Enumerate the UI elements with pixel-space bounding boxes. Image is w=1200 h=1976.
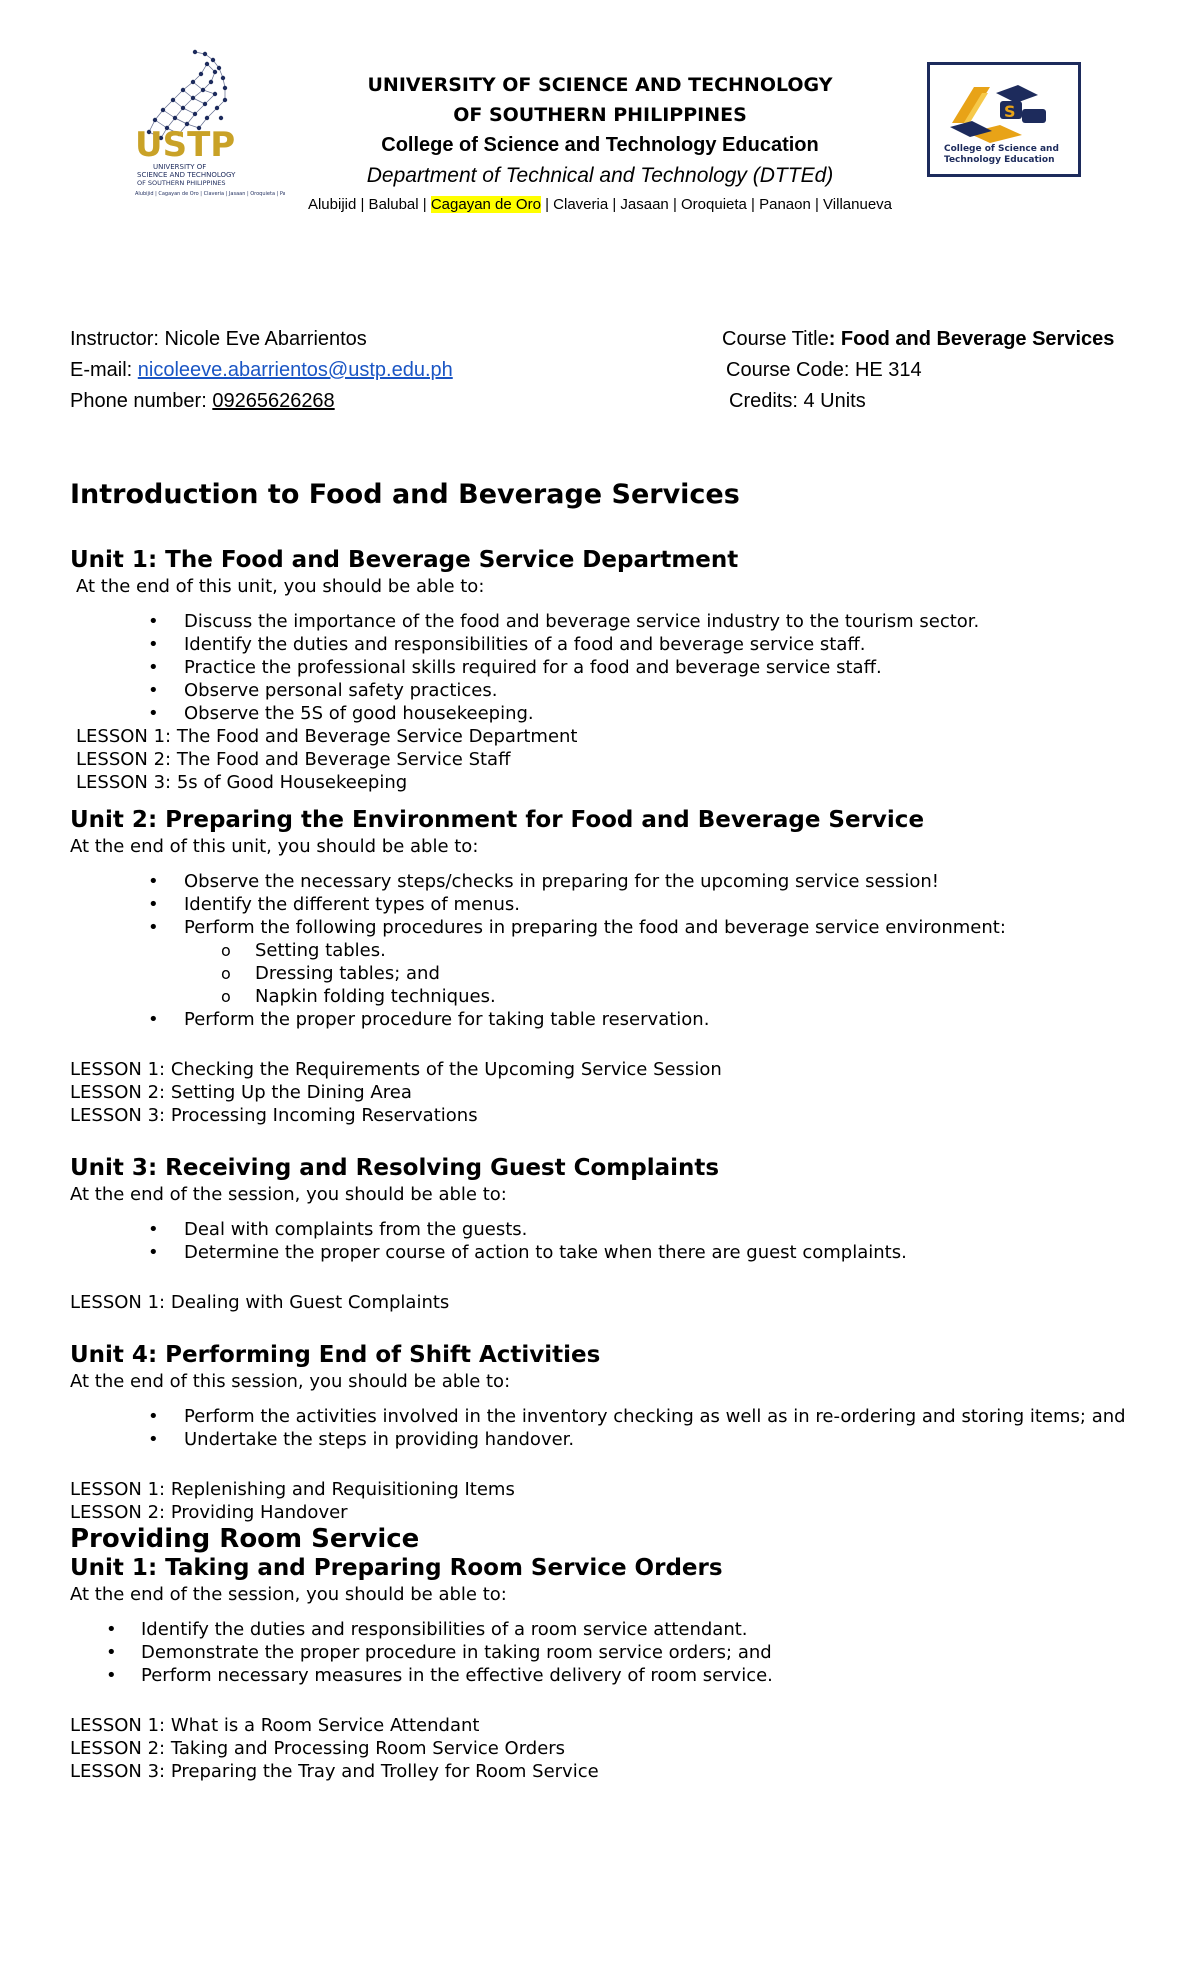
lesson-item: LESSON 2: Providing Handover	[70, 1502, 348, 1523]
svg-text:Technology Education: Technology Education	[944, 155, 1055, 165]
list-item: • Discuss the importance of the food and beverage service industry to the tourism sector.	[70, 610, 1130, 633]
svg-text:USTP: USTP	[135, 125, 236, 165]
email-row	[70, 355, 453, 386]
sub-objectives-list	[70, 939, 1130, 1008]
instructor-name: Nicole Eve Abarrientos	[164, 328, 367, 350]
university-name-line2: OF SOUTHERN PHILIPPINES	[453, 104, 747, 126]
instructor-info	[70, 324, 453, 417]
unit-title: Unit 4: Performing End of Shift Activities	[70, 1342, 601, 1368]
course-code-row	[722, 355, 1114, 386]
objectives-list	[70, 1618, 1130, 1687]
university-name-line1: UNIVERSITY OF SCIENCE AND TECHNOLOGY	[367, 74, 833, 96]
cste-logo-icon	[927, 62, 1081, 177]
list-item: • Perform the proper procedure for taking table reservation.	[70, 1008, 1130, 1031]
list-item: • Observe personal safety practices.	[70, 679, 1130, 702]
college-name: College of Science and Technology Education	[381, 134, 819, 156]
campus-list-after: | Claveria | Jasaan | Oroquieta | Panaon | Villanueva	[540, 196, 893, 213]
unit-title: Unit 1: The Food and Beverage Service Department	[70, 547, 739, 573]
lesson-item: LESSON 2: The Food and Beverage Service Staff	[76, 749, 511, 770]
unit-title: Unit 1: Taking and Preparing Room Service Orders	[70, 1555, 723, 1581]
list-item: • Observe the 5S of good housekeeping.	[70, 702, 1130, 725]
phone-label: Phone number:	[70, 390, 213, 412]
phone-row	[70, 386, 453, 417]
lesson-item: LESSON 1: Dealing with Guest Complaints	[70, 1292, 450, 1313]
list-item: • Perform the following procedures in preparing the food and beverage service environment:	[70, 916, 1130, 939]
sub-list-item: o Napkin folding techniques.	[70, 985, 1130, 1008]
email-link[interactable]: nicoleeve.abarrientos@ustp.edu.ph	[137, 359, 453, 381]
list-item: • Identify the duties and responsibilities of a food and beverage service staff.	[70, 633, 1130, 656]
lesson-item: LESSON 1: Replenishing and Requisitioning Items	[70, 1479, 515, 1500]
objectives-list	[70, 870, 1130, 939]
course-info	[722, 324, 1114, 417]
list-item: • Demonstrate the proper procedure in taking room service orders; and	[70, 1641, 1130, 1664]
unit-intro: At the end of this session, you should be able to:	[70, 1371, 511, 1392]
list-item: • Practice the professional skills required for a food and beverage service staff.	[70, 656, 1130, 679]
svg-text:SCIENCE AND TECHNOLOGY: SCIENCE AND TECHNOLOGY	[137, 171, 236, 179]
sub-list-item: o Setting tables.	[70, 939, 1130, 962]
lesson-item: LESSON 3: Processing Incoming Reservations	[70, 1105, 478, 1126]
credits-row	[722, 386, 1114, 417]
section-title: Providing Room Service	[70, 1524, 420, 1554]
svg-text:OF SOUTHERN PHILIPPINES: OF SOUTHERN PHILIPPINES	[137, 179, 226, 187]
lesson-item: LESSON 1: The Food and Beverage Service Department	[76, 726, 578, 747]
unit-intro: At the end of this unit, you should be able to:	[76, 576, 485, 597]
credits-value: 4 Units	[803, 390, 866, 412]
department-name: Department of Technical and Technology (DTTEd)	[366, 164, 834, 187]
campus-list-before: Alubijid | Balubal |	[307, 196, 431, 213]
svg-text:Alubijid | Cagayan de Oro | Cl: Alubijid | Cagayan de Oro | Claveria | Jasaan | Oroquieta | Panaon	[135, 191, 285, 197]
list-item: • Perform the activities involved in the inventory checking as well as in re-ordering and storing items; and	[70, 1405, 1130, 1428]
unit-title: Unit 3: Receiving and Resolving Guest Complaints	[70, 1155, 720, 1181]
unit-intro: At the end of the session, you should be able to:	[70, 1184, 507, 1205]
lesson-item: LESSON 2: Taking and Processing Room Service Orders	[70, 1738, 566, 1759]
instructor-row	[70, 324, 453, 355]
unit-intro: At the end of this unit, you should be able to:	[70, 836, 479, 857]
course-title-label: Course Title	[722, 328, 829, 350]
campus-highlight: Cagayan de Oro	[430, 196, 541, 213]
svg-text:UNIVERSITY OF: UNIVERSITY OF	[153, 163, 207, 171]
course-title-value: : Food and Beverage Services	[828, 328, 1115, 350]
unit-title: Unit 2: Preparing the Environment for Food and Beverage Service	[70, 807, 925, 833]
list-item: • Observe the necessary steps/checks in preparing for the upcoming service session!	[70, 870, 1130, 893]
objectives-list	[70, 610, 1130, 725]
objectives-list	[70, 1405, 1130, 1451]
lesson-item: LESSON 3: 5s of Good Housekeeping	[76, 772, 408, 793]
course-title-row	[722, 324, 1114, 355]
list-item: • Identify the duties and responsibilities of a room service attendant.	[70, 1618, 1130, 1641]
phone-number: 09265626268	[212, 390, 335, 412]
course-code-label: Course Code:	[726, 359, 855, 381]
campus-list	[240, 196, 960, 213]
credits-label: Credits:	[729, 390, 804, 412]
lesson-item: LESSON 3: Preparing the Tray and Trolley for Room Service	[70, 1761, 599, 1782]
list-item: • Determine the proper course of action to take when there are guest complaints.	[70, 1241, 1130, 1264]
cste-logo-graphic	[930, 65, 1078, 174]
unit-intro: At the end of the session, you should be able to:	[70, 1584, 507, 1605]
list-item: • Deal with complaints from the guests.	[70, 1218, 1130, 1241]
email-label: E-mail:	[70, 359, 138, 381]
list-item: • Perform necessary measures in the effective delivery of room service.	[70, 1664, 1130, 1687]
lesson-item: LESSON 2: Setting Up the Dining Area	[70, 1082, 412, 1103]
sub-list-item: o Dressing tables; and	[70, 962, 1130, 985]
svg-text:S: S	[1004, 102, 1016, 121]
section-title: Introduction to Food and Beverage Services	[70, 479, 740, 510]
svg-text:College of Science and: College of Science and	[944, 144, 1059, 154]
list-item: • Undertake the steps in providing handover.	[70, 1428, 1130, 1451]
course-code-value: HE 314	[854, 359, 922, 381]
objectives-list	[70, 1008, 1130, 1031]
document-body	[70, 478, 1130, 1783]
instructor-label: Instructor:	[70, 328, 165, 350]
lesson-item: LESSON 1: Checking the Requirements of the Upcoming Service Session	[70, 1059, 722, 1080]
objectives-list	[70, 1218, 1130, 1264]
list-item: • Identify the different types of menus.	[70, 893, 1130, 916]
lesson-item: LESSON 1: What is a Room Service Attendant	[70, 1715, 480, 1736]
